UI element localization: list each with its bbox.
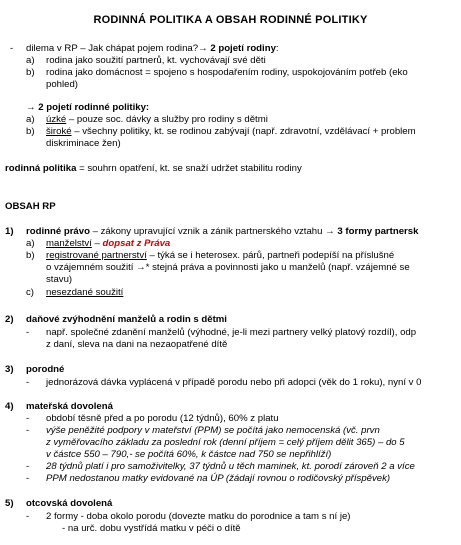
maternity-item: období těsně před a po porodu (12 týdnů), 60% z platu xyxy=(46,413,279,424)
section-number: 4) xyxy=(5,401,14,412)
document-title: RODINNÁ POLITIKA A OBSAH RODINNÉ POLITIKY xyxy=(93,14,368,26)
paternity-text: 2 formy - doba okolo porodu (dovezte matku do porodnice a tam s ní je) xyxy=(46,511,351,522)
dilemma-question xyxy=(26,43,279,54)
partnership-cont-rights: * stejná práva a povinnosti jako u manželů (např. vzájemné se xyxy=(145,262,410,273)
maternity-item: PPM nedostanou matky evidované na ÚP (žádají rovnou o rodičovský příspěvek) xyxy=(46,473,391,484)
family-def-b: rodina jako domácnost = spojeno s hospodařením rodiny, uspokojováním potřeb (eko xyxy=(46,67,408,78)
definition-text: = souhrn opatření, kt. se snaží udržet stabilitu rodiny xyxy=(76,163,302,174)
partnership-cont xyxy=(46,262,410,273)
dilemma-text: dilema v RP – Jak chápat pojem rodina? xyxy=(26,43,199,54)
policy-narrow-term: úzké xyxy=(46,114,67,125)
arrow-right-icon: → xyxy=(136,262,146,273)
list-marker: a) xyxy=(26,55,35,66)
dilemma-colon: : xyxy=(275,43,279,54)
policy-broad xyxy=(46,126,416,137)
maternity-item: výše peněžité podpory v mateřství (PPM) se počítá jako nemocenská (vč. prvn xyxy=(46,425,380,436)
section-family-law xyxy=(26,226,418,237)
policy-heading xyxy=(26,102,149,113)
definition-term: rodinná politika xyxy=(5,163,77,174)
policy-broad-cont: diskriminace žen) xyxy=(46,138,121,149)
section-heading: rodinné právo xyxy=(26,226,90,237)
bullet-dash: - xyxy=(10,43,14,54)
section-heading: daňové zvýhodnění manželů a rodin s dětmi xyxy=(26,314,227,325)
partnership-term: registrované partnerství xyxy=(46,250,147,261)
maternity-item-cont: z vyměřovacího základu za poslední rok (denní příjem = celý příjem dělit 365) – do 5 xyxy=(46,437,405,448)
list-marker: a) xyxy=(26,238,35,249)
birth-grant-text: jednorázová dávka vyplácená v případě porodu nebo při adopci (věk do 1 roku), nyní v 0 xyxy=(46,377,422,388)
policy-heading-text: 2 pojetí rodinné politiky: xyxy=(35,102,150,113)
list-marker: c) xyxy=(26,287,34,298)
marriage-note: dopsat z Práva xyxy=(102,238,171,249)
policy-narrow xyxy=(46,114,268,125)
list-marker: b) xyxy=(26,250,35,261)
tax-text-cont: z daní, sleva na dani na nezaopatřené dítě xyxy=(46,339,228,350)
list-marker: a) xyxy=(26,114,35,125)
bullet-dash: - xyxy=(26,511,30,522)
bullet-dash: - xyxy=(26,413,30,424)
section-heading: porodné xyxy=(26,364,65,375)
maternity-item: 28 týdnů platí i pro samoživitelky, 37 týdnů u těch maminek, kt. porodí zároveň 2 a více xyxy=(46,461,415,472)
section-number: 2) xyxy=(5,314,14,325)
section-number: 3) xyxy=(5,364,14,375)
section-number: 5) xyxy=(5,498,14,509)
family-def-a: rodina jako soužití partnerů, kt. vychovávají své děti xyxy=(46,55,266,66)
marriage-dash: – xyxy=(91,238,103,249)
family-policy-definition xyxy=(5,163,302,174)
policy-narrow-text: – pouze soc. dávky a služby pro rodiny s dětmi xyxy=(66,114,268,125)
list-marker: b) xyxy=(26,126,35,137)
registered-partnership-item xyxy=(46,250,394,261)
section-text: – zákony upravující vznik a zánik partnerského vztahu xyxy=(89,226,326,237)
marriage-item xyxy=(46,238,170,249)
arrow-right-icon: → xyxy=(198,43,208,54)
paternity-text-cont: - na urč. dobu vystřídá matku v péči o dítě xyxy=(62,523,241,534)
bullet-dash: - xyxy=(26,473,30,484)
section-heading: otcovská dovolená xyxy=(26,498,113,509)
dilemma-answer: 2 pojetí rodiny xyxy=(207,43,276,54)
section-heading: mateřská dovolená xyxy=(26,401,113,412)
content-heading: OBSAH RP xyxy=(5,201,56,212)
arrow-right-icon: → xyxy=(325,226,335,237)
list-marker: b) xyxy=(26,67,35,78)
family-def-b-cont: pohled) xyxy=(46,79,79,90)
bullet-dash: - xyxy=(26,327,30,338)
policy-broad-term: široké xyxy=(46,126,72,137)
bullet-dash: - xyxy=(26,461,30,472)
cohabitation-item: nesezdané soužití xyxy=(46,287,124,298)
marriage-term: manželství xyxy=(46,238,92,249)
section-tail: 3 formy partnersk xyxy=(334,226,419,237)
bullet-dash: - xyxy=(26,425,30,436)
partnership-cont2: stavu) xyxy=(46,274,73,285)
arrow-right-icon: → xyxy=(26,102,36,113)
policy-broad-text: – všechny politiky, kt. se rodinou zabývají (např. zdravotní, vzdělávací + problem xyxy=(71,126,416,137)
section-number: 1) xyxy=(5,226,14,237)
maternity-item-cont: v částce 550 – 790,- se počítá 60%, k částce nad 750 se nepřihlíží) xyxy=(46,449,332,460)
tax-text: např. společné zdanění manželů (výhodné, je-li mezi partnery velký platový rozdíl), odp xyxy=(46,327,417,338)
bullet-dash: - xyxy=(26,377,30,388)
partnership-cont-text: o vzájemném soužití xyxy=(46,262,137,273)
partnership-text: – týká se i heterosex. párů, partneři podepíší na příslušné xyxy=(146,250,395,261)
